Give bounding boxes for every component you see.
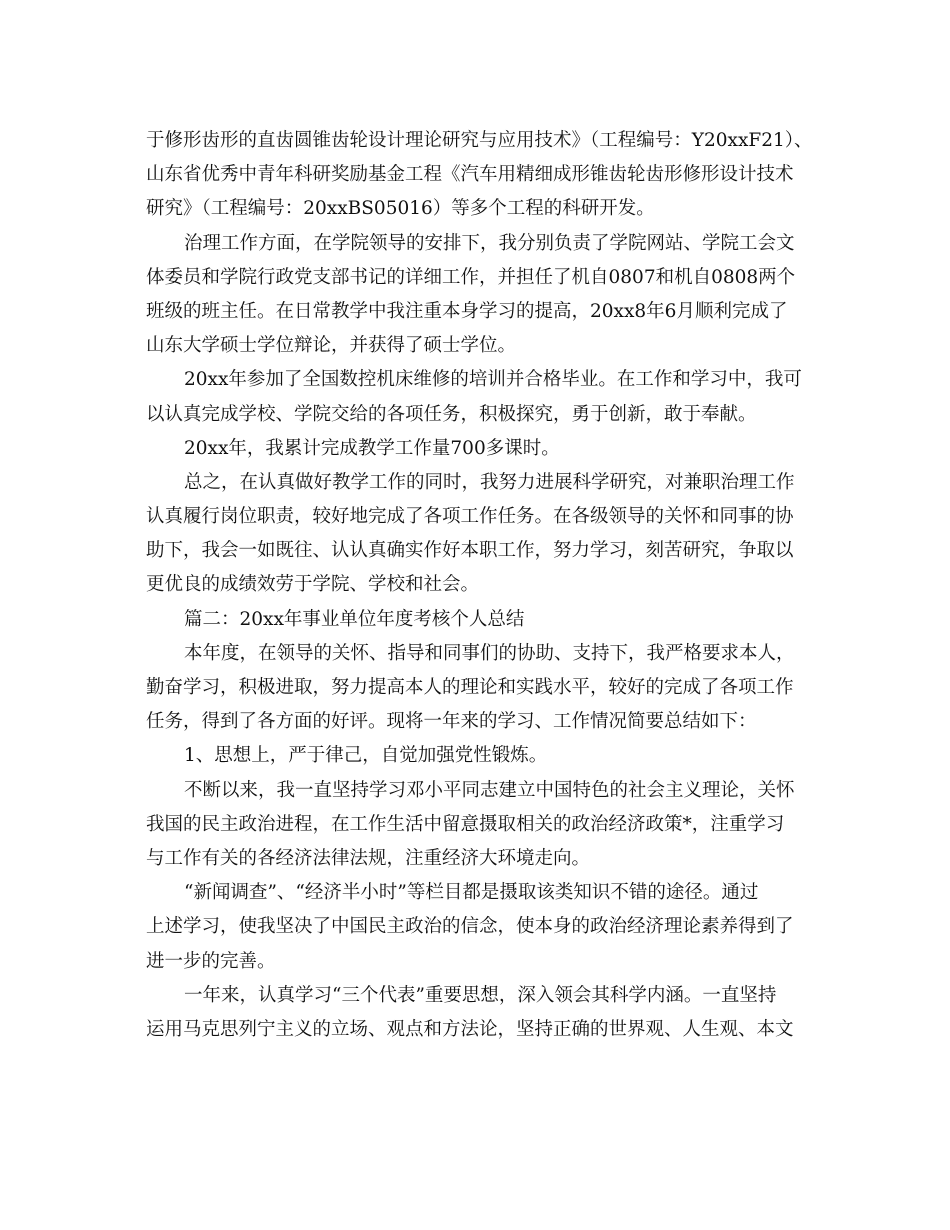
text-line: 上述学习，使我坚决了中国民主政治的信念，使本身的政治经济理论素养得到了 xyxy=(146,916,794,938)
numbered-point: 1、思想上，严于律己，自觉加强党性锻炼。 xyxy=(184,745,548,767)
text-line: 勤奋学习，积极进取，努力提高本人的理论和实践水平，较好的完成了各项工作 xyxy=(146,677,794,698)
text-line: 任务，得到了各方面的好评。现将一年来的学习、工作情况简要总结如下： xyxy=(146,711,757,733)
text-line: 研究》（工程编号：20xxBS05016）等多个工程的科研开发。 xyxy=(146,198,655,220)
paragraph-start-line: 一年来，认真学习“三个代表”重要思想，深入领会其科学内涵。一直坚持 xyxy=(184,984,777,1006)
paragraph-start-line: 总之，在认真做好教学工作的同时，我努力进展科学研究，对兼职治理工作 xyxy=(184,471,795,493)
text-line: 山东大学硕士学位辩论，并获得了硕士学位。 xyxy=(146,335,517,357)
text-line: 班级的班主任。在日常教学中我注重本身学习的提高，20xx8年6月顺利完成了 xyxy=(146,300,788,322)
paragraph-start-line: “新闻调查”、“经济半小时”等栏目都是摄取该类知识不错的途径。通过 xyxy=(184,882,759,904)
text-line: 运用马克思列宁主义的立场、观点和方法论，坚持正确的世界观、人生观、本文 xyxy=(146,1018,794,1040)
text-line: 山东省优秀中青年科研奖励基金工程《汽车用精细成形锥齿轮齿形修形设计技术 xyxy=(146,164,794,186)
text-line: 体委员和学院行政党支部书记的详细工作，并担任了机自0807和机自0808两个 xyxy=(146,266,796,288)
paragraph-start-line: 20xx年，我累计完成教学工作量700多课时。 xyxy=(184,437,560,459)
paragraph-start-line: 治理工作方面，在学院领导的安排下，我分别负责了学院网站、学院工会文 xyxy=(184,232,795,254)
text-line: 助下，我会一如既往、认认真确实作好本职工作，努力学习，刻苦研究，争取以 xyxy=(146,540,794,562)
text-line: 认真履行岗位职责，较好地完成了各项工作任务。在各级领导的关怀和同事的协 xyxy=(146,506,794,528)
text-line: 我国的民主政治进程，在工作生活中留意摄取相关的政治经济政策*，注重学习 xyxy=(146,813,785,835)
text-line: 与工作有关的各经济法律法规，注重经济大环境走向。 xyxy=(146,847,591,869)
text-line: 进一步的完善。 xyxy=(146,950,276,972)
section-heading: 篇二：20xx年事业单位年度考核个人总结 xyxy=(184,608,525,630)
document-body xyxy=(146,124,813,1047)
text-line: 以认真完成学校、学院交给的各项任务，积极探究，勇于创新，敢于奉献。 xyxy=(146,403,757,425)
text-line: 更优良的成绩效劳于学院、学校和社会。 xyxy=(146,574,480,596)
text-line: 于修形齿形的直齿圆锥齿轮设计理论研究与应用技术》（工程编号：Y20xxF21）、 xyxy=(146,130,813,151)
paragraph-start-line: 20xx年参加了全国数控机床维修的培训并合格毕业。在工作和学习中，我可 xyxy=(184,369,802,391)
paragraph-start-line: 本年度，在领导的关怀、指导和同事们的协助、支持下，我严格要求本人， xyxy=(184,642,795,664)
paragraph-start-line: 不断以来，我一直坚持学习邓小平同志建立中国特色的社会主义理论，关怀 xyxy=(184,779,795,801)
